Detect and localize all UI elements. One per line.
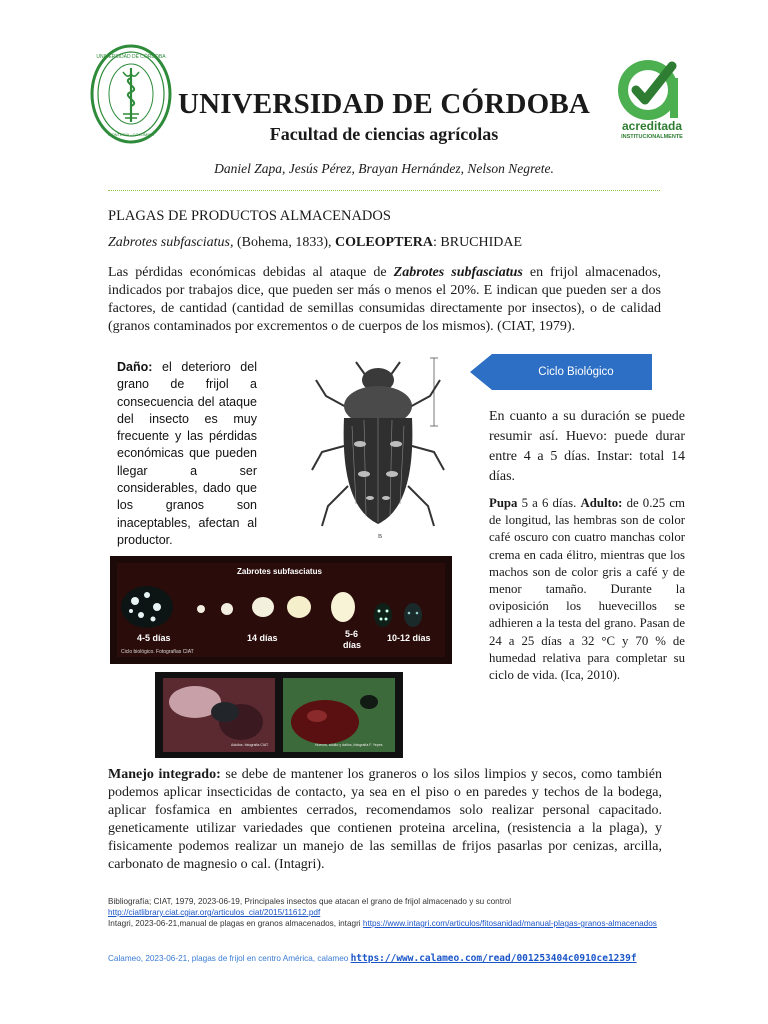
svg-text:INSTITUCIONALMENTE: INSTITUCIONALMENTE	[621, 134, 683, 140]
pupa-label: Pupa	[489, 496, 518, 510]
section-title: PLAGAS DE PRODUCTOS ALMACENADOS	[108, 208, 391, 224]
species-author: (Bohema, 1833),	[233, 235, 335, 250]
damage-label: Daño:	[117, 360, 153, 374]
beetle-illustration	[308, 356, 448, 542]
bib-line-1: Bibliografía; CIAT, 1979, 2023-06-19, Principales insectos que atacan el grano de frijol almacenado y su control	[108, 897, 512, 906]
species-name: Zabrotes subfasciatus,	[108, 235, 234, 250]
beetle-label: B	[378, 534, 383, 540]
bib-link-intagri[interactable]: https://www.intagri.com/articulos/fitosanidad/manual-plagas-granos-almacenados	[362, 919, 657, 928]
manejo-label: Manejo integrado:	[108, 767, 221, 782]
pupa-adulto-paragraph: Pupa 5 a 6 días. Adulto: de 0.25 cm de longitud, las hembras son de color café oscuro con cuatro manchas color crema en cada élitro, mientras que los machos son de color gris a café y de menor tamaño. Durante la oviposición los huevecillos se adhieren a la testa del grano. Pasan de 24 a 25 días a 32 °C y 70 % de humedad relativa para completar su ciclo de vida. (Ica, 2010).	[489, 496, 685, 683]
adult-damage-photos	[155, 672, 403, 758]
calameo-reference: Calameo, 2023-06-21, plagas de frijol en centro América, calameo https://www.calameo.com/read/001253404c0910ce1239f	[108, 953, 637, 964]
university-title: UNIVERSIDAD DE CÓRDOBA	[177, 88, 591, 120]
stage-label-1: 4-5 días	[137, 633, 171, 643]
bib-line-2: Intagri, 2023-06-21,manual de plagas en granos almacenados, intagri	[108, 919, 363, 928]
manejo-paragraph: Manejo integrado: se debe de mantener los graneros o los silos limpios y secos, como también podemos aplicar insecticidas de contacto, ya sea en el piso o en paredes y techos de la bodega, aplicar fosfamica en ambientes cerrados, recomendamos solo realizar personal capacitado. geneticamente utilizar variedades que contienen proteina arcelina, (resistencia a la plaga), y fisicamente podemos realizar un manejo de las semillas de frijos pasarlas por cenizas, arcilla, carbonato de magnesio o cal. (Intagri).	[108, 767, 662, 872]
adulto-label: Adulto:	[580, 496, 623, 510]
svg-text:MONTERÍA - COLOMBIA: MONTERÍA - COLOMBIA	[108, 132, 154, 137]
faculty-subtitle: Facultad de ciencias agrícolas	[269, 124, 499, 144]
bibliography	[108, 896, 668, 929]
photo-caption-1: Adultos. fotografía CIAT	[231, 743, 269, 747]
ciclo-paragraph: En cuanto a su duración se puede resumir así. Huevo: puede durar entre 4 a 5 días. Instar: total 14 días.	[489, 409, 685, 484]
stage-label-4: 10-12 días	[387, 633, 431, 643]
species-family: : BRUCHIDAE	[433, 235, 523, 250]
life-cycle-photo-inner	[117, 563, 445, 657]
strip-title: Zabrotes subfasciatus	[237, 567, 322, 576]
stage-label-2: 14 días	[247, 633, 278, 643]
strip-caption: Ciclo biológico. Fotografías CIAT	[121, 649, 194, 655]
ciclo-banner-label: Ciclo Biológico	[538, 366, 614, 378]
species-line	[108, 235, 522, 251]
header-divider	[108, 190, 660, 191]
stage-label-3a: 5-6	[345, 629, 359, 639]
authors-line: Daniel Zapa, Jesús Pérez, Brayan Hernández, Nelson Negrete.	[214, 161, 554, 176]
photo-caption-2: Huevos, adulto y daños, fotografía F. Yepes	[315, 743, 383, 747]
seal-text: UNIVERSIDAD DE CÓRDOBA	[96, 54, 166, 60]
calameo-link[interactable]: https://www.calameo.com/read/001253404c0910ce1239f	[350, 953, 637, 964]
bib-link-ciat[interactable]: http://ciatlibrary.ciat.cgiar.org/articulos_ciat/2015/11612.pdf	[108, 908, 321, 917]
intro-paragraph: Las pérdidas económicas debidas al ataque de Zabrotes subfasciatus en frijol almacenados, indicados por trabajos dice, que pueden ser más o menos el 20%. E indican que pueden ser a dos factores, de cantidad (cantidad de semillas consumidas directamente por insectos), o de calidad (granos contaminados por excrementos o de cuerpos de los mismos). (CIAT, 1979).	[108, 265, 661, 334]
damage-paragraph: Daño: el deterioro del grano de frijol a consecuencia del ataque del insecto es muy frecuente y las pérdidas económicas que pueden llegar a ser considerables, dado que los granos son inaceptables, afectan al productor.	[117, 360, 257, 547]
species-order: COLEOPTERA	[334, 235, 433, 250]
intro-species: Zabrotes subfasciatus	[393, 265, 523, 280]
svg-text:acreditada: acreditada	[621, 119, 683, 133]
stage-label-3b: días	[343, 640, 362, 650]
